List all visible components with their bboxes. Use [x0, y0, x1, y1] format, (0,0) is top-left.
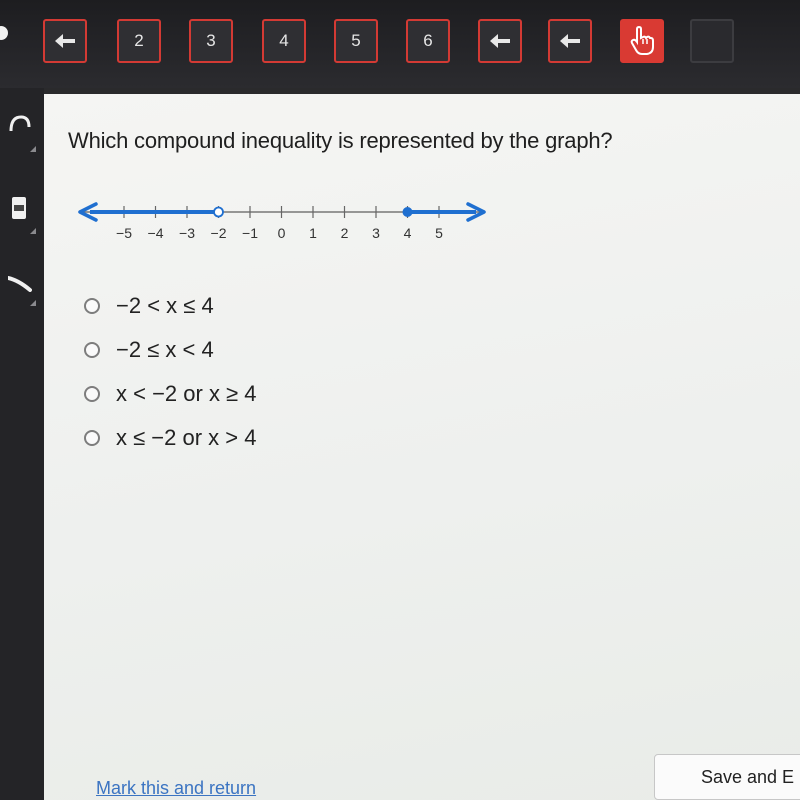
tick-label: −3 [179, 225, 195, 241]
answer-option-label: −2 ≤ x < 4 [116, 337, 214, 362]
tick-label: −5 [116, 225, 132, 241]
question-prompt: Which compound inequality is represented by the graph? [68, 128, 613, 153]
calculator-icon [12, 195, 28, 226]
open-point [214, 208, 223, 217]
tick-label: 4 [403, 225, 412, 241]
tick-label: −2 [210, 225, 227, 241]
back-arrow-icon [53, 32, 77, 50]
tool-expand-corner [30, 228, 36, 234]
calculator-tool[interactable] [0, 180, 40, 240]
tick-label: −1 [242, 225, 258, 241]
nav-question-2-button[interactable]: 2 [117, 19, 161, 63]
radio-button[interactable] [84, 386, 100, 402]
nav-question-6-button[interactable]: 6 [406, 19, 450, 63]
nav-current-question-button[interactable] [620, 19, 664, 63]
nav-back-button-2[interactable] [478, 19, 522, 63]
answer-option-label: x ≤ −2 or x > 4 [116, 425, 257, 450]
nav-question-5-button[interactable]: 5 [334, 19, 378, 63]
question-panel [44, 94, 800, 800]
nav-back-button-1[interactable] [43, 19, 87, 63]
answer-option-3[interactable] [84, 372, 256, 416]
pencil-tool[interactable] [0, 252, 40, 312]
answer-option-2[interactable] [84, 328, 256, 372]
answer-option-label: −2 < x ≤ 4 [116, 293, 214, 318]
tick-label: 1 [309, 225, 317, 241]
headphones-tool[interactable] [0, 98, 40, 158]
nav-back-button-3[interactable] [548, 19, 592, 63]
tick-label: −4 [147, 225, 164, 241]
save-and-exit-button[interactable]: Save and E [654, 754, 800, 800]
nav-question-3-button[interactable]: 3 [189, 19, 233, 63]
nav-next-button[interactable] [690, 19, 734, 63]
answer-option-4[interactable] [84, 416, 256, 460]
radio-button[interactable] [84, 430, 100, 446]
tool-expand-corner [30, 146, 36, 152]
answer-option-label: x < −2 or x ≥ 4 [116, 381, 257, 406]
nav-question-4-button[interactable]: 4 [262, 19, 306, 63]
headphones-icon [9, 113, 31, 144]
pencil-icon [8, 268, 32, 297]
radio-button[interactable] [84, 298, 100, 314]
back-arrow-icon [558, 32, 582, 50]
back-arrow-icon [488, 32, 512, 50]
mark-and-return-link[interactable]: Mark this and return [96, 778, 257, 798]
question-nav-bar [0, 0, 800, 88]
tool-sidebar [0, 88, 44, 800]
tool-expand-corner [30, 300, 36, 306]
tick-label: 5 [435, 225, 443, 241]
tick-label: 0 [277, 225, 286, 241]
answer-option-1[interactable] [84, 284, 256, 328]
radio-button[interactable] [84, 342, 100, 358]
answer-options [84, 284, 256, 460]
number-line-graph [72, 194, 492, 244]
closed-point [403, 207, 413, 217]
hand-pointer-icon [629, 26, 655, 56]
nav-indicator-dot [0, 26, 8, 40]
tick-label: 2 [340, 225, 349, 241]
tick-label: 3 [372, 225, 380, 241]
